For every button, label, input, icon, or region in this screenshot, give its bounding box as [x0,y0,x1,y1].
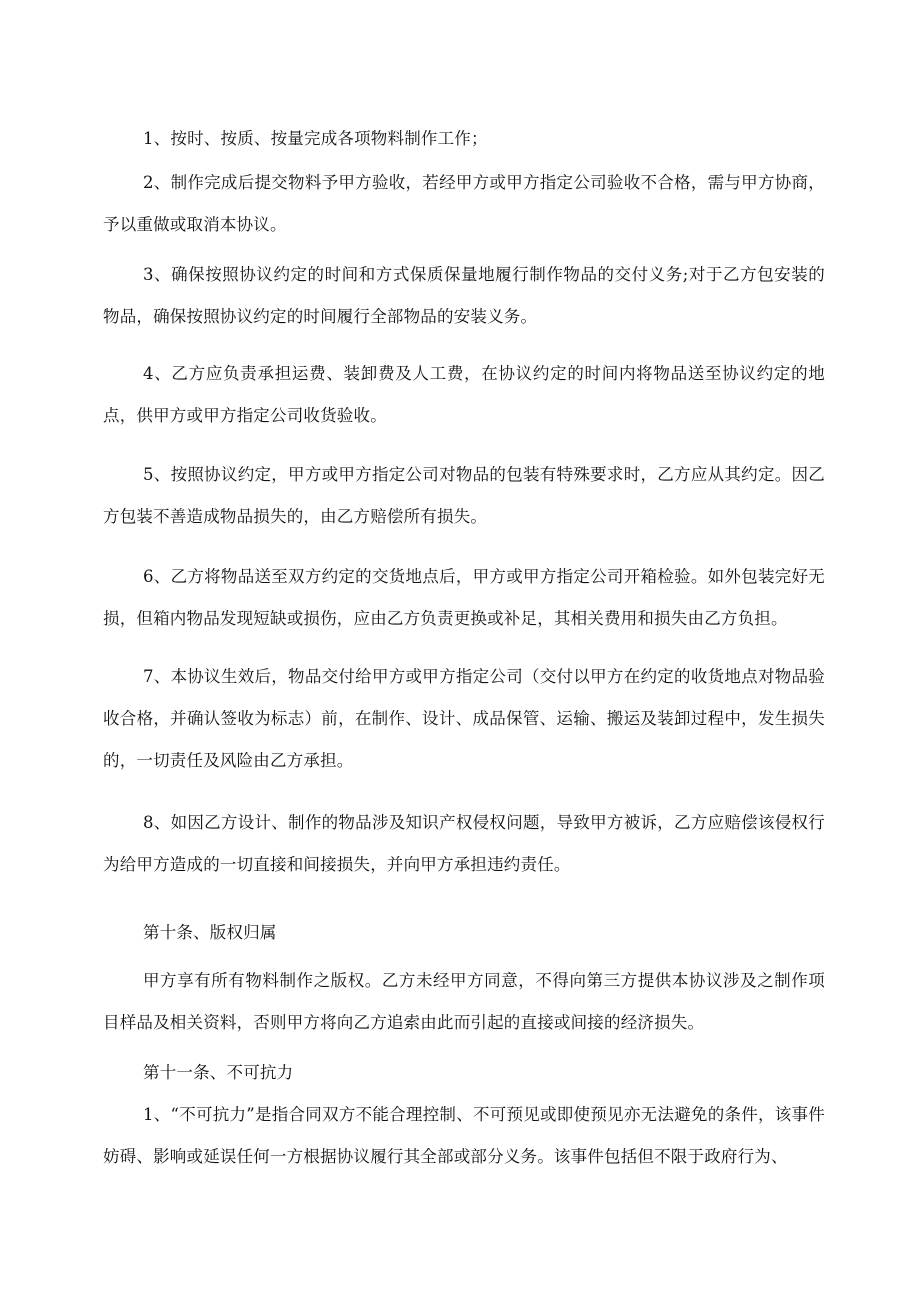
paragraph-obligation-8: 8、如因乙方设计、制作的物品涉及知识产权侵权问题，导致甲方被诉，乙方应赔偿该侵权行为给甲方造成的一切直接和间接损失，并向甲方承担违约责任。 [103,813,825,874]
paragraph-obligation-3: 3、确保按照协议约定的时间和方式保质保量地履行制作物品的交付义务;对于乙方包安装的物品，确保按照协议约定的时间履行全部物品的安装义务。 [103,265,825,326]
section-heading-force-majeure: 第十一条、不可抗力 [143,1063,294,1082]
paragraph-obligation-1: 1、按时、按质、按量完成各项物料制作工作； [143,129,488,148]
section-heading-copyright: 第十条、版权归属 [143,923,277,942]
paragraph-obligation-7: 7、本协议生效后，物品交付给甲方或甲方指定公司（交付以甲方在约定的收货地点对物品验收合格，并确认签收为标志）前，在制作、设计、成品保管、运输、搬运及装卸过程中，发生损失的，一切责任及风险由乙方承担。 [103,667,825,770]
paragraph-force-majeure-1: 1、“不可抗力”是指合同双方不能合理控制、不可预见或即使预见亦无法避免的条件，该事件妨碍、影响或延误任何一方根据协议履行其全部或部分义务。该事件包括但不限于政府行为、 [103,1105,825,1166]
paragraph-obligation-4: 4、乙方应负责承担运费、装卸费及人工费，在协议约定的时间内将物品送至协议约定的地点，供甲方或甲方指定公司收货验收。 [103,364,825,425]
paragraph-copyright: 甲方享有所有物料制作之版权。乙方未经甲方同意，不得向第三方提供本协议涉及之制作项目样品及相关资料，否则甲方将向乙方追索由此而引起的直接或间接的经济损失。 [103,971,825,1032]
paragraph-obligation-5: 5、按照协议约定，甲方或甲方指定公司对物品的包装有特殊要求时，乙方应从其约定。因乙方包装不善造成物品损失的，由乙方赔偿所有损失。 [103,465,825,526]
paragraph-obligation-6: 6、乙方将物品送至双方约定的交货地点后，甲方或甲方指定公司开箱检验。如外包装完好无损，但箱内物品发现短缺或损伤，应由乙方负责更换或补足，其相关费用和损失由乙方负担。 [103,567,825,628]
paragraph-obligation-2: 2、制作完成后提交物料予甲方验收，若经甲方或甲方指定公司验收不合格，需与甲方协商，予以重做或取消本协议。 [103,173,825,234]
